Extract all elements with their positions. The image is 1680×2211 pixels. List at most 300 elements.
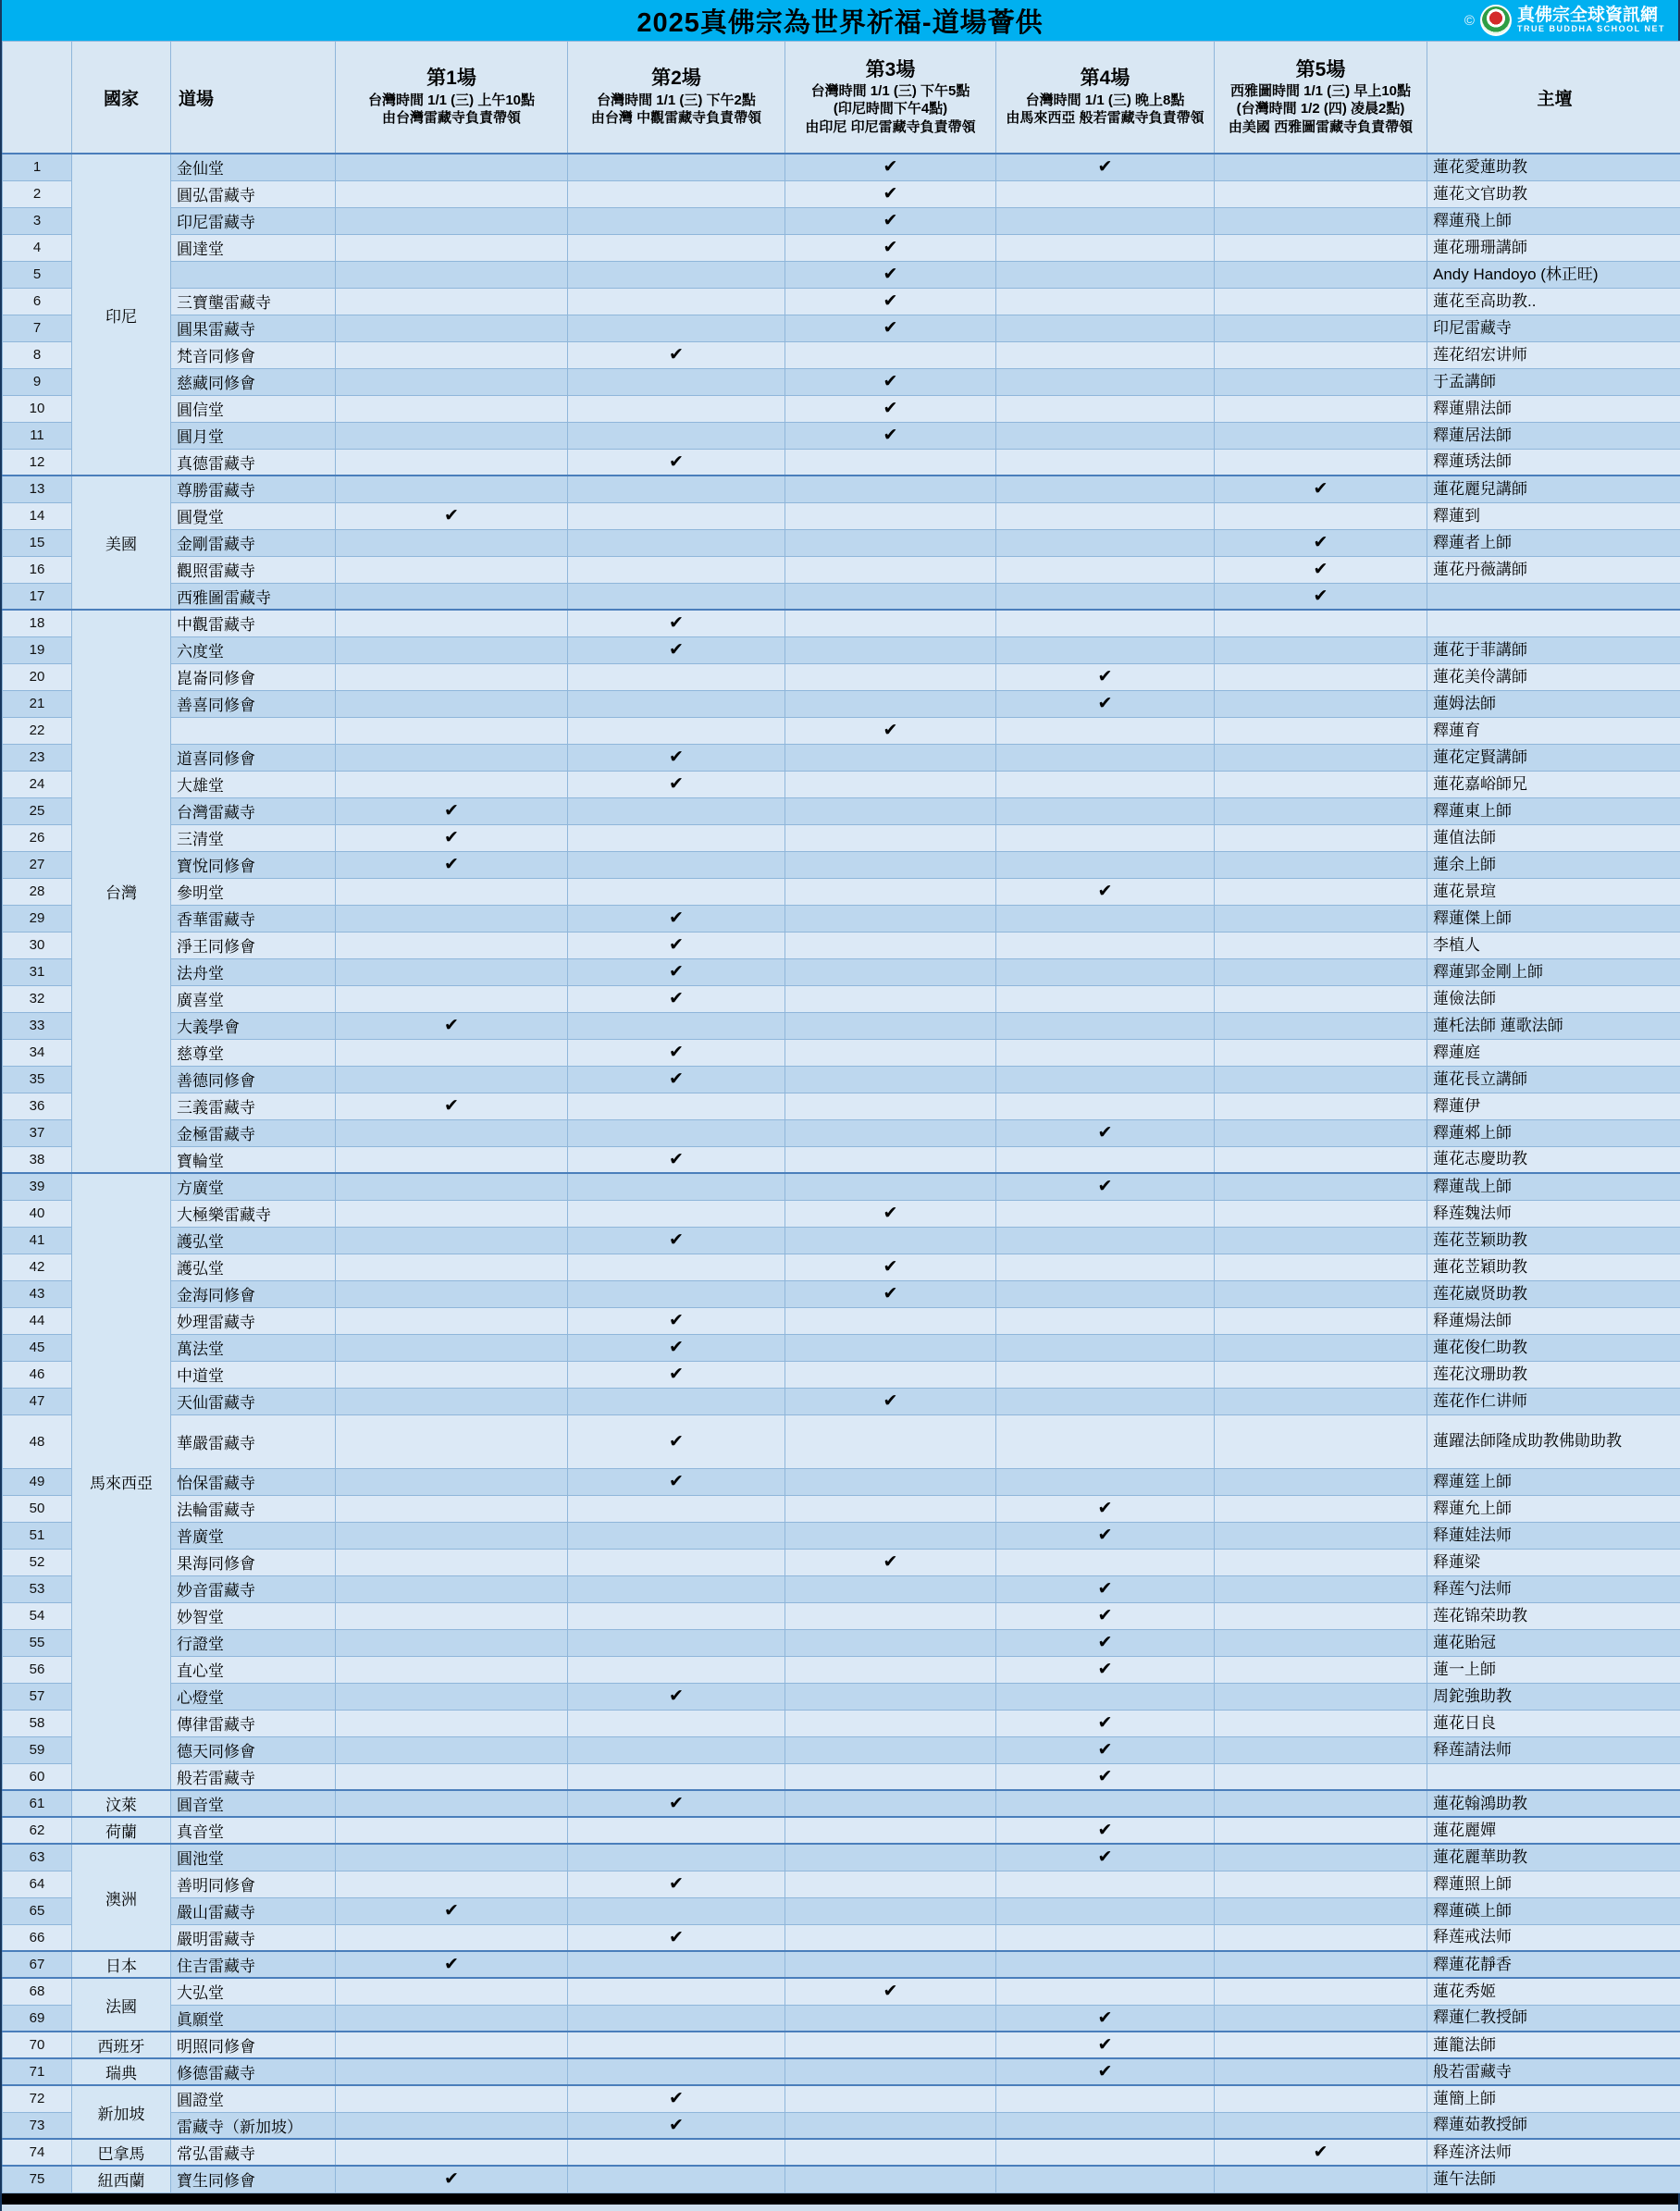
master-cell: 蓮花秀姬 [1427,1978,1680,2005]
session-5-check-cell [1215,422,1427,449]
session-1-check-cell [336,315,568,341]
temple-cell: 真德雷藏寺 [171,449,336,476]
session-3-check-cell: ✔ [785,1549,996,1575]
session-4-check-cell [996,744,1215,771]
master-cell: 蓮花景瑄 [1427,878,1680,905]
session-5-check-cell [1215,1468,1427,1495]
session-2-check-cell [568,878,785,905]
session-1-check-cell [336,1629,568,1656]
master-cell: 释蓮煬法師 [1427,1307,1680,1334]
session-2-check-cell [568,717,785,744]
table-row [3,610,1680,636]
session-4-check-cell [996,1066,1215,1093]
session-3-check-cell [785,1790,996,1817]
row-number: 40 [3,1200,72,1227]
session-4-check-cell [996,771,1215,797]
session-2-check-cell [568,1817,785,1844]
session-2-check-cell [568,663,785,690]
session-4-check-cell [996,1093,1215,1119]
master-cell: 釋蓮碤上師 [1427,1897,1680,1924]
temple-cell: 傳律雷藏寺 [171,1710,336,1736]
master-cell: 释蓮梁 [1427,1549,1680,1575]
table-row [3,824,1680,851]
session-3-check-cell [785,1468,996,1495]
session-2-check-cell: ✔ [568,771,785,797]
table-row [3,1978,1680,2005]
session-5-check-cell [1215,1978,1427,2005]
table-row [3,1066,1680,1093]
session-5-check-cell [1215,958,1427,985]
table-row [3,1307,1680,1334]
table-row [3,2085,1680,2112]
temple-cell: 常弘雷藏寺 [171,2139,336,2166]
table-row [3,1039,1680,1066]
session-3-check-cell: ✔ [785,422,996,449]
session-5-check-cell [1215,368,1427,395]
master-cell: 莲花作仁讲师 [1427,1388,1680,1414]
session-1-check-cell [336,1575,568,1602]
table-row [3,1227,1680,1254]
session-1-check-cell [336,1280,568,1307]
logo-name-en: TRUE BUDDHA SCHOOL NET [1516,24,1665,34]
row-number: 57 [3,1683,72,1710]
site-logo [1464,3,1665,38]
session-schedule-line: 由台灣雷藏寺負責帶領 [381,110,521,127]
master-cell: 釋蓮育 [1427,717,1680,744]
session-4-check-cell: ✔ [996,1119,1215,1146]
session-5-check-cell [1215,234,1427,261]
session-2-check-cell [568,851,785,878]
country-cell: 台灣 [72,610,171,1173]
table-row [3,2166,1680,2192]
table-row [3,476,1680,502]
master-cell: 釋蓮庭 [1427,1039,1680,1066]
table-row [3,717,1680,744]
row-number: 42 [3,1254,72,1280]
session-3-check-cell [785,771,996,797]
temple-cell: 嚴山雷藏寺 [171,1897,336,1924]
temple-cell: 雷藏寺（新加坡） [171,2112,336,2139]
temple-cell: 法輪雷藏寺 [171,1495,336,1522]
row-number: 30 [3,932,72,958]
session-2-check-cell [568,368,785,395]
table-row [3,958,1680,985]
session-1-check-cell [336,1656,568,1683]
session-1-check-cell [336,2005,568,2032]
session-5-check-cell [1215,1522,1427,1549]
table-row [3,1736,1680,1763]
session-5-check-cell [1215,2166,1427,2192]
session-4-check-cell [996,1146,1215,1173]
session-1-check-cell [336,368,568,395]
session-3-check-cell [785,1924,996,1951]
master-cell: 蓮花志慶助教 [1427,1146,1680,1173]
session-2-check-cell [568,1978,785,2005]
master-cell [1427,583,1680,610]
session-2-check-cell [568,1844,785,1871]
session-2-check-cell [568,1012,785,1039]
session-3-check-cell [785,1227,996,1254]
country-cell: 法國 [72,1978,171,2032]
session-3-check-cell [785,1173,996,1200]
table-row [3,1763,1680,1790]
table-row [3,1280,1680,1307]
table-row [3,1790,1680,1817]
session-4-check-cell [996,1951,1215,1978]
session-4-check-cell [996,207,1215,234]
row-number: 7 [3,315,72,341]
table-row [3,1871,1680,1897]
temple-cell: 參明堂 [171,878,336,905]
row-number: 35 [3,1066,72,1093]
session-1-check-cell [336,1522,568,1549]
session-4-check-cell: ✔ [996,1522,1215,1549]
session-3-check-cell: ✔ [785,1978,996,2005]
session-3-check-cell [785,529,996,556]
session-1-check-cell [336,556,568,583]
row-number: 33 [3,1012,72,1039]
session-5-check-cell [1215,1951,1427,1978]
session-2-check-cell [568,2166,785,2192]
row-number: 25 [3,797,72,824]
session-3-check-cell: ✔ [785,180,996,207]
master-cell: 蓮花麗兒講師 [1427,476,1680,502]
session-1-check-cell [336,663,568,690]
session-1-check-cell [336,771,568,797]
master-cell: 蓮簡上師 [1427,2085,1680,2112]
session-1-check-cell [336,1254,568,1280]
session-4-check-cell [996,261,1215,288]
session-5-check-cell [1215,1307,1427,1334]
session-5-check-cell [1215,851,1427,878]
session-4-check-cell [996,1388,1215,1414]
session-5-check-cell [1215,717,1427,744]
master-cell: 釋蓮筳上師 [1427,1468,1680,1495]
session-5-check-cell [1215,1790,1427,1817]
master-cell: 蓮姆法師 [1427,690,1680,717]
session-4-check-cell [996,315,1215,341]
session-5-check-cell [1215,502,1427,529]
temple-cell: 圓音堂 [171,1790,336,1817]
session-3-check-cell [785,1039,996,1066]
temple-cell: 金剛雷藏寺 [171,529,336,556]
session-5-check-cell [1215,1817,1427,1844]
table-row [3,180,1680,207]
row-number: 21 [3,690,72,717]
temple-cell: 德天同修會 [171,1736,336,1763]
session-1-check-cell [336,234,568,261]
row-number: 32 [3,985,72,1012]
table-row [3,368,1680,395]
session-3-check-cell: ✔ [785,154,996,180]
master-cell: 釋蓮照上師 [1427,1871,1680,1897]
session-1-check-cell [336,2085,568,2112]
session-2-check-cell: ✔ [568,341,785,368]
session-2-check-cell [568,1951,785,1978]
session-1-check-cell [336,341,568,368]
master-cell: 釋蓮仁教授師 [1427,2005,1680,2032]
master-cell: 于孟講師 [1427,368,1680,395]
session-4-check-cell: ✔ [996,663,1215,690]
master-cell: 蓮花珊珊講師 [1427,234,1680,261]
session-2-check-cell [568,1710,785,1736]
master-cell: 蓮花于菲講師 [1427,636,1680,663]
master-cell: 印尼雷藏寺 [1427,315,1680,341]
master-cell: 释莲戒法师 [1427,1924,1680,1951]
session-2-check-cell: ✔ [568,1361,785,1388]
session-4-check-cell [996,395,1215,422]
session-4-check-cell [996,717,1215,744]
session-1-check-cell [336,180,568,207]
session-5-check-cell [1215,1495,1427,1522]
session-3-check-cell [785,2058,996,2085]
row-number: 69 [3,2005,72,2032]
session-2-check-cell [568,824,785,851]
row-number: 18 [3,610,72,636]
header-session-2 [568,42,785,154]
temple-cell: 般若雷藏寺 [171,1763,336,1790]
session-5-check-cell [1215,395,1427,422]
temple-cell: 方廣堂 [171,1173,336,1200]
session-1-check-cell [336,1736,568,1763]
temple-cell: 金極雷藏寺 [171,1119,336,1146]
session-1-check-cell [336,1039,568,1066]
session-2-check-cell [568,1602,785,1629]
session-1-check-cell [336,2139,568,2166]
row-number: 17 [3,583,72,610]
table-row [3,207,1680,234]
temple-cell: 三義雷藏寺 [171,1093,336,1119]
master-cell: 蓮花長立講師 [1427,1066,1680,1093]
row-number: 48 [3,1414,72,1468]
session-5-check-cell [1215,878,1427,905]
copyright-symbol: © [1464,12,1475,29]
table-row [3,1334,1680,1361]
session-5-check-cell [1215,985,1427,1012]
temple-cell: 印尼雷藏寺 [171,207,336,234]
temple-cell: 妙音雷藏寺 [171,1575,336,1602]
session-2-check-cell: ✔ [568,985,785,1012]
session-3-check-cell [785,1066,996,1093]
session-3-check-cell [785,556,996,583]
session-4-check-cell [996,502,1215,529]
session-3-check-cell [785,797,996,824]
session-5-check-cell [1215,905,1427,932]
session-1-check-cell: ✔ [336,2166,568,2192]
session-3-check-cell [785,985,996,1012]
master-cell: 莲花锦荣助教 [1427,1602,1680,1629]
session-5-check-cell [1215,1280,1427,1307]
session-4-check-cell [996,1280,1215,1307]
master-cell: 蓮一上師 [1427,1656,1680,1683]
country-cell: 汶萊 [72,1790,171,1817]
master-cell: 釋蓮到 [1427,502,1680,529]
temple-cell: 香華雷藏寺 [171,905,336,932]
temple-cell: 住吉雷藏寺 [171,1951,336,1978]
session-4-check-cell [996,610,1215,636]
session-1-check-cell [336,529,568,556]
session-4-check-cell [996,2139,1215,2166]
session-1-check-cell [336,583,568,610]
row-number: 58 [3,1710,72,1736]
header-country: 國家 [72,42,171,154]
session-5-check-cell: ✔ [1215,476,1427,502]
row-number: 63 [3,1844,72,1871]
row-number: 45 [3,1334,72,1361]
session-schedule-line: 台灣時間 1/1 (三) 晚上8點 [1025,92,1185,108]
master-cell: 釋蓮東上師 [1427,797,1680,824]
session-2-check-cell [568,234,785,261]
session-1-check-cell [336,1468,568,1495]
session-1-check-cell [336,476,568,502]
master-cell: 蓮花定賢講師 [1427,744,1680,771]
master-cell: 莲花汶珊助教 [1427,1361,1680,1388]
session-2-check-cell [568,583,785,610]
table-row [3,744,1680,771]
session-4-check-cell [996,636,1215,663]
temple-cell: 普廣堂 [171,1522,336,1549]
session-1-check-cell: ✔ [336,1093,568,1119]
row-number: 24 [3,771,72,797]
session-1-check-cell [336,905,568,932]
session-3-check-cell: ✔ [785,261,996,288]
master-cell: 釋蓮傑上師 [1427,905,1680,932]
session-5-check-cell: ✔ [1215,556,1427,583]
session-1-check-cell: ✔ [336,1012,568,1039]
table-row [3,1844,1680,1871]
table-row [3,1549,1680,1575]
session-2-check-cell [568,1549,785,1575]
table-row [3,261,1680,288]
row-number: 5 [3,261,72,288]
session-4-check-cell [996,1307,1215,1334]
session-3-check-cell [785,663,996,690]
table-row [3,1924,1680,1951]
master-cell: 蓮花嘉峪師兄 [1427,771,1680,797]
session-4-check-cell [996,234,1215,261]
master-cell: 蓮花至高助教.. [1427,288,1680,315]
session-schedule-line: 由印尼 印尼雷藏寺負責帶領 [805,118,976,135]
session-4-check-cell: ✔ [996,1629,1215,1656]
session-4-check-cell [996,422,1215,449]
table-row [3,663,1680,690]
session-3-check-cell: ✔ [785,207,996,234]
row-number: 51 [3,1522,72,1549]
temple-cell: 三寶壟雷藏寺 [171,288,336,315]
temple-cell: 怡保雷藏寺 [171,1468,336,1495]
session-5-check-cell [1215,1119,1427,1146]
session-5-check-cell [1215,449,1427,476]
session-1-check-cell [336,690,568,717]
header-temple: 道場 [171,42,336,154]
session-5-check-cell: ✔ [1215,2139,1427,2166]
session-4-check-cell [996,1468,1215,1495]
session-3-check-cell: ✔ [785,234,996,261]
session-2-check-cell [568,1173,785,1200]
session-1-check-cell [336,1307,568,1334]
temple-cell: 護弘堂 [171,1227,336,1254]
temple-cell: 西雅圖雷藏寺 [171,583,336,610]
temple-cell: 天仙雷藏寺 [171,1388,336,1414]
country-cell: 印尼 [72,154,171,476]
session-3-check-cell [785,2139,996,2166]
country-cell: 巴拿馬 [72,2139,171,2166]
row-number: 62 [3,1817,72,1844]
session-1-check-cell: ✔ [336,824,568,851]
session-1-check-cell [336,1066,568,1093]
temple-cell: 大雄堂 [171,771,336,797]
master-cell: 莲花苙颖助教 [1427,1227,1680,1254]
row-number: 11 [3,422,72,449]
session-4-check-cell [996,1683,1215,1710]
session-schedule-line: 由美國 西雅圖雷藏寺負責帶領 [1228,118,1414,135]
master-cell: Andy Handoyo (林正旺) [1427,261,1680,288]
session-2-check-cell: ✔ [568,1790,785,1817]
session-2-check-cell: ✔ [568,2085,785,2112]
session-5-check-cell [1215,690,1427,717]
row-number: 53 [3,1575,72,1602]
session-5-check-cell [1215,1200,1427,1227]
table-row [3,1575,1680,1602]
session-5-check-cell: ✔ [1215,583,1427,610]
table-row [3,1951,1680,1978]
country-cell: 澳洲 [72,1844,171,1951]
master-cell: 釋蓮郲上師 [1427,1119,1680,1146]
table-row [3,422,1680,449]
session-4-check-cell [996,1012,1215,1039]
session-2-check-cell: ✔ [568,1468,785,1495]
row-number: 67 [3,1951,72,1978]
session-5-check-cell [1215,1254,1427,1280]
table-row [3,1173,1680,1200]
row-number: 49 [3,1468,72,1495]
session-2-check-cell: ✔ [568,449,785,476]
master-cell: 蓮花丹薇講師 [1427,556,1680,583]
temple-cell: 法舟堂 [171,958,336,985]
session-2-check-cell: ✔ [568,610,785,636]
master-cell: 蓮花文官助教 [1427,180,1680,207]
session-2-check-cell: ✔ [568,905,785,932]
temple-cell: 圓信堂 [171,395,336,422]
row-number: 29 [3,905,72,932]
table-row [3,1522,1680,1549]
session-3-check-cell [785,690,996,717]
row-number: 28 [3,878,72,905]
session-4-check-cell: ✔ [996,1710,1215,1736]
table-row [3,1200,1680,1227]
session-schedule-line: 台灣時間 1/1 (三) 下午2點 [597,92,756,108]
session-5-check-cell [1215,1924,1427,1951]
temple-cell: 修德雷藏寺 [171,2058,336,2085]
session-3-check-cell [785,1495,996,1522]
row-number: 16 [3,556,72,583]
table-row [3,502,1680,529]
title-bar [2,0,1678,41]
session-5-check-cell [1215,636,1427,663]
country-cell: 馬來西亞 [72,1173,171,1790]
table-row [3,2058,1680,2085]
master-cell: 釋蓮者上師 [1427,529,1680,556]
temple-cell: 明照同修會 [171,2032,336,2058]
session-2-check-cell [568,1280,785,1307]
session-2-check-cell: ✔ [568,1039,785,1066]
session-4-check-cell [996,556,1215,583]
session-1-check-cell [336,1414,568,1468]
temple-cell: 果海同修會 [171,1549,336,1575]
temple-cell: 金仙堂 [171,154,336,180]
row-number: 44 [3,1307,72,1334]
session-2-check-cell [568,502,785,529]
